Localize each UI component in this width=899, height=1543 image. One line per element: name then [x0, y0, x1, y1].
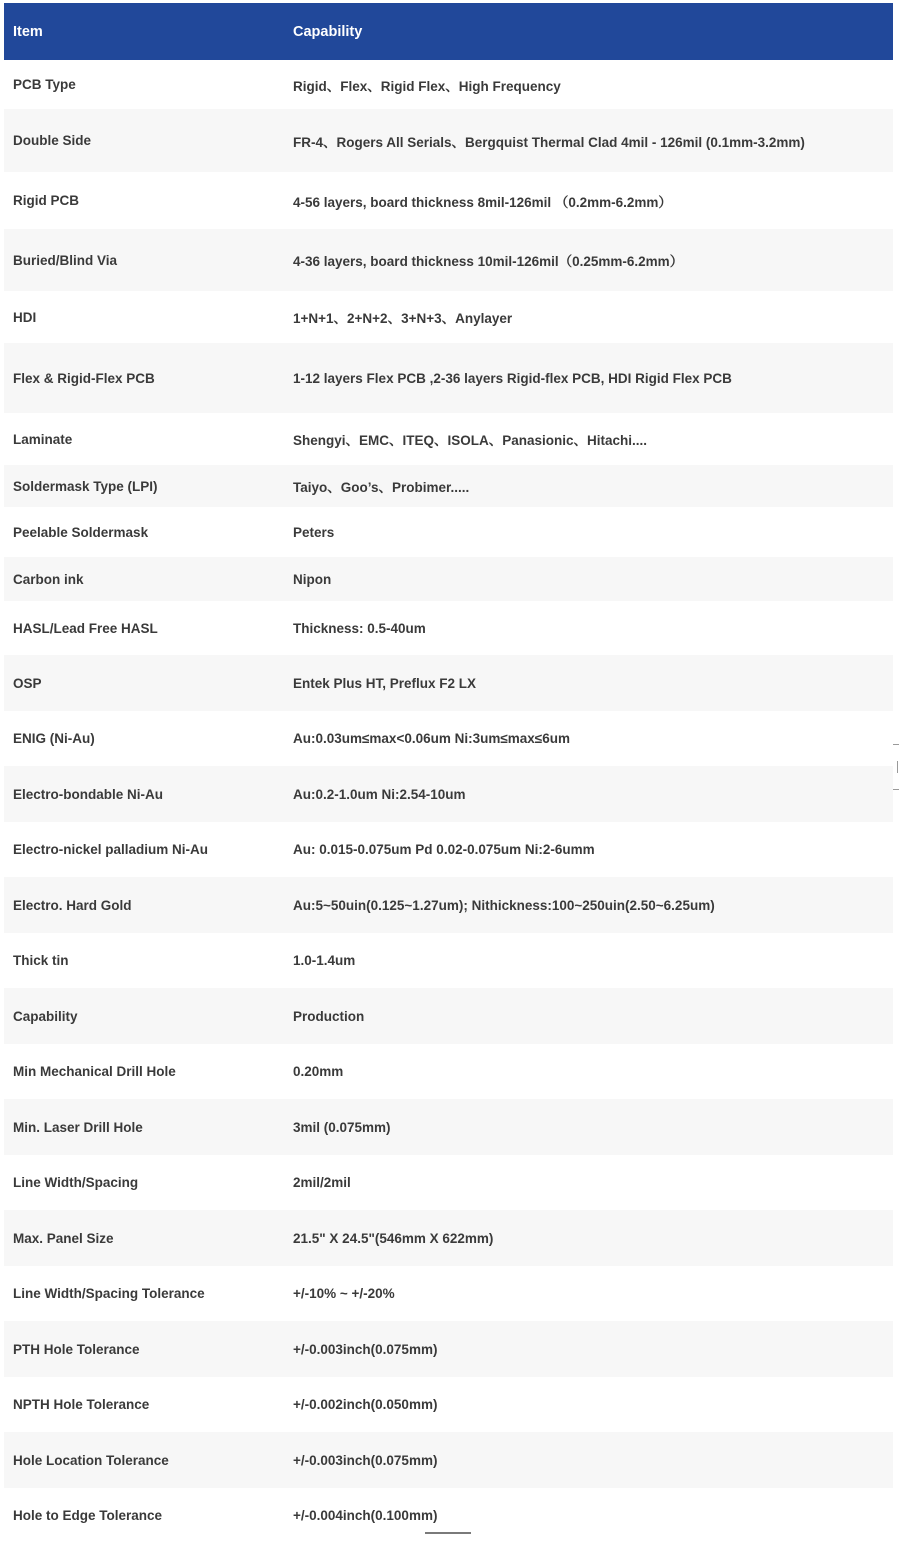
table-row: [4, 822, 893, 877]
table-row: [4, 172, 893, 229]
table-row: [4, 507, 893, 557]
table-row: [4, 413, 893, 465]
header-item: Item: [13, 23, 43, 40]
table-row: [4, 877, 893, 933]
table-row: [4, 601, 893, 655]
table-row: [4, 60, 893, 109]
row-capability: 2mil/2mil: [293, 1175, 351, 1190]
row-item: Electro-bondable Ni-Au: [13, 786, 164, 802]
row-capability: Shengyi、EMC、ITEQ、ISOLA、Panasionic、Hitachi....: [293, 433, 648, 448]
capability-table: [4, 3, 893, 1543]
table-row: [4, 1432, 893, 1488]
row-capability: 1.0-1.4um: [293, 953, 356, 968]
table-row: [4, 1155, 893, 1210]
row-capability: 4-56 layers, board thickness 8mil-126mil （0.2mm-6.2mm）: [293, 194, 672, 210]
row-item: PCB Type: [13, 77, 76, 92]
header-capability: Capability: [293, 23, 363, 40]
row-capability: Nipon: [293, 571, 332, 587]
row-capability: Thickness: 0.5-40um: [293, 620, 426, 636]
row-item: Thick tin: [13, 953, 69, 968]
row-item: Rigid PCB: [13, 193, 79, 208]
row-capability: 21.5" X 24.5"(546mm X 622mm): [293, 1230, 494, 1246]
table-header: [4, 3, 893, 60]
row-item: OSP: [13, 675, 42, 691]
table-row: [4, 988, 893, 1044]
scroll-indicator[interactable]: [893, 744, 899, 790]
row-item: Soldermask Type (LPI): [13, 478, 158, 494]
row-item: Line Width/Spacing Tolerance: [13, 1286, 205, 1301]
row-capability: 0.20mm: [293, 1064, 344, 1079]
row-item: Hole to Edge Tolerance: [13, 1508, 163, 1523]
row-capability: Au:5~50uin(0.125~1.27um); Nithickness:100~250uin(2.50~6.25um): [293, 897, 715, 913]
row-item: Flex & Rigid-Flex PCB: [13, 370, 155, 386]
row-item: Hole Location Tolerance: [13, 1452, 169, 1468]
table-row: [4, 1321, 893, 1377]
table-row: [4, 557, 893, 601]
row-item: Peelable Soldermask: [13, 524, 149, 540]
row-capability: +/-0.003inch(0.075mm): [293, 1452, 438, 1468]
row-item: Capability: [13, 1008, 78, 1024]
row-item: Double Side: [13, 133, 92, 148]
table-row: [4, 1044, 893, 1099]
row-capability: 3mil (0.075mm): [293, 1119, 391, 1135]
row-capability: Rigid、Flex、Rigid Flex、High Frequency: [293, 78, 561, 94]
row-item: ENIG (Ni-Au): [13, 731, 95, 746]
table-row: [4, 229, 893, 291]
table-row: [4, 766, 893, 822]
table-row: [4, 109, 893, 172]
table-row: [4, 655, 893, 711]
bottom-divider: [425, 1532, 471, 1534]
row-item: Min. Laser Drill Hole: [13, 1119, 143, 1135]
row-capability: Au: 0.015-0.075um Pd 0.02-0.075um Ni:2-6umm: [293, 842, 595, 857]
table-row: [4, 291, 893, 343]
scroll-tick-icon: [894, 761, 898, 773]
row-item: PTH Hole Tolerance: [13, 1341, 140, 1357]
row-item: NPTH Hole Tolerance: [13, 1397, 150, 1412]
row-item: Carbon ink: [13, 571, 84, 587]
row-item: Laminate: [13, 431, 73, 447]
row-capability: +/-0.002inch(0.050mm): [293, 1397, 438, 1412]
row-capability: 4-36 layers, board thickness 10mil-126mil（0.25mm-6.2mm）: [293, 254, 684, 269]
table-row: [4, 1099, 893, 1155]
table-row: [4, 343, 893, 413]
row-capability: +/-0.004inch(0.100mm): [293, 1508, 438, 1523]
row-capability: 1+N+1、2+N+2、3+N+3、Anylayer: [293, 311, 513, 326]
row-capability: Entek Plus HT, Preflux F2 LX: [293, 675, 477, 691]
row-item: Buried/Blind Via: [13, 252, 118, 268]
table-row: [4, 711, 893, 766]
row-capability: Production: [293, 1008, 365, 1024]
table-row: [4, 933, 893, 988]
row-capability: Peters: [293, 524, 335, 540]
row-item: Electro-nickel palladium Ni-Au: [13, 842, 209, 857]
row-item: Line Width/Spacing: [13, 1175, 139, 1190]
row-capability: +/-0.003inch(0.075mm): [293, 1341, 438, 1357]
row-capability: +/-10% ~ +/-20%: [293, 1286, 395, 1301]
row-item: HASL/Lead Free HASL: [13, 620, 158, 636]
row-capability: Au:0.2-1.0um Ni:2.54-10um: [293, 786, 466, 802]
table-row: [4, 1377, 893, 1432]
row-capability: Au:0.03um≤max<0.06um Ni:3um≤max≤6um: [293, 731, 570, 746]
table-row: [4, 1266, 893, 1321]
row-capability: Taiyo、Goo’s、Probimer.....: [293, 480, 470, 495]
row-item: Electro. Hard Gold: [13, 897, 132, 913]
table-row: [4, 1210, 893, 1266]
row-item: HDI: [13, 309, 37, 325]
table-row: [4, 1488, 893, 1543]
row-capability: 1-12 layers Flex PCB ,2-36 layers Rigid-flex PCB, HDI Rigid Flex PCB: [293, 370, 732, 386]
table-row: [4, 465, 893, 507]
row-item: Min Mechanical Drill Hole: [13, 1064, 176, 1079]
row-item: Max. Panel Size: [13, 1230, 114, 1246]
row-capability: FR-4、Rogers All Serials、Bergquist Thermal Clad 4mil - 126mil (0.1mm-3.2mm): [293, 134, 805, 150]
